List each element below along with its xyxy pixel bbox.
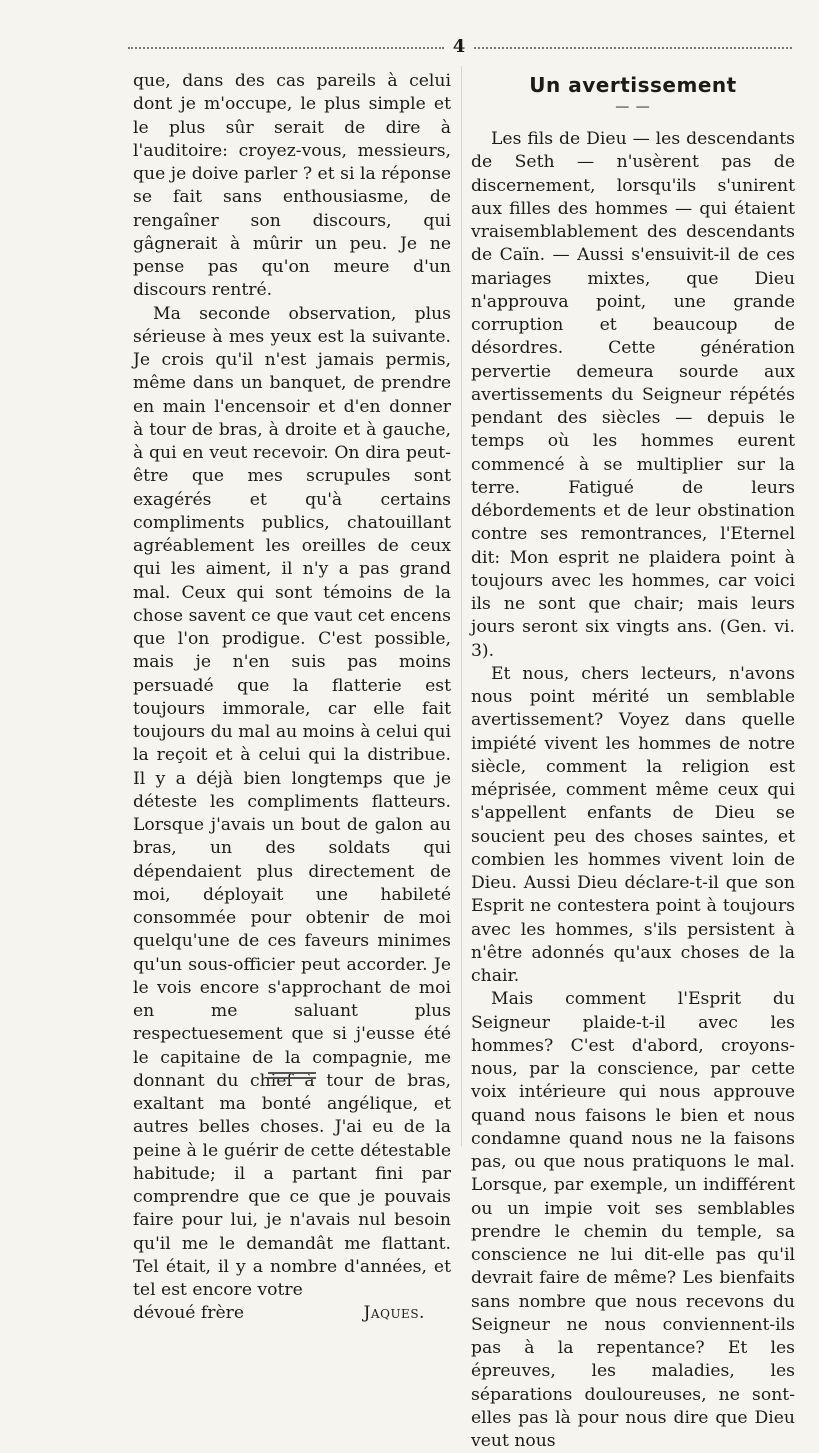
title-dash: — — — [615, 99, 651, 115]
column-separator — [461, 66, 462, 1146]
signature-author: Jaques. — [363, 1303, 425, 1324]
right-column — [471, 70, 795, 1453]
page-header — [128, 38, 792, 58]
left-paragraph-2: Ma seconde observation, plus sérieuse à mes yeux est la suivante. Je crois qu'il n'est jamais permis, même dans un banquet, de prendre en main l'encensoir et d'en donner à tour de bras, à droite et à gauche, à qui en veut recevoir. On dira peut-être que mes scrupules sont exagérés et qu'à certains compliments publics, chatouillant agréablement les oreilles de ceux qui les aiment, il n'y a pas grand mal. Ceux qui sont témoins de la chose savent ce que vaut cet encens que l'on prodigue. C'est possible, mais je n'en suis pas moins persuadé que la flatterie est toujours immorale, car elle fait toujours du mal au moins à celui qui la reçoit et à celui qui la distribue. Il y a déjà bien longtemps que je déteste les compliments flatteurs. Lorsque j'avais un bout de galon au bras, un des soldats qui dépendaient plus directement de moi, déployait une habileté consommée pour obtenir de moi quelqu'une de ces faveurs minimes qu'un sous-officier peut accorder. Je le vois encore s'approchant de moi en me saluant plus respectuesement que si j'eusse été le capitaine de la compagnie, me donnant du chief à tour de bras, exaltant ma bonté angélique, et autres belles choses. J'ai eu de la peine à le guérir de cette détestable habitude; il a partant fini par comprendre que ce que je pouvais faire pour lui, je n'avais nul besoin qu'il me le demandât me flattant. Tel était, il y a nombre d'années, et tel est encore votre — [133, 303, 451, 1300]
section-divider — [268, 1072, 316, 1082]
signature-prefix: dévoué frère — [133, 1303, 245, 1324]
signature-line — [133, 1302, 451, 1325]
header-rule-right — [474, 47, 792, 49]
right-paragraph-1: Les fils de Dieu — les descendants de Seth — n'usèrent pas de discernement, lorsqu'ils s'unirent aux filles des hommes — qui étaient vraisemblablement des descendants de Caïn. — Aussi s'ensuivit-il de ces mariages mixtes, que Dieu n'approuva point, une grande corruption et beaucoup de désordres. Cette génération pervertie demeura sourde aux avertissements du Seigneur répétés pendant des siècles — depuis le temps où les hommes eurent commencé à se multiplier sur la terre. Fatigué de leurs débordements et de leur obstination contre ses remontrances, l'Eternel dit: Mon esprit ne plaidera point à toujours avec les hommes, car voici ils ne sont que chair; mais leurs jours seront six vingts ans. (Gen. vi. 3). — [471, 129, 795, 661]
header-rule-left — [128, 47, 444, 49]
left-column — [133, 70, 451, 1326]
page-number: 4 — [452, 36, 466, 57]
right-paragraph-3: Mais comment l'Esprit du Seigneur plaide-t-il avec les hommes? C'est d'abord, croyons-nous, par la conscience, par cette voix intérieure qui nous approuve quand nous faisons le bien et nous condamne quand nous ne la faisons pas, ou que nous pratiquons le mal. Lorsque, par exemple, un indifférent ou un impie voit ses semblables prendre le chemin du temple, sa conscience ne lui dit-elle pas qu'il devrait faire de même? Les bienfaits sans nombre que nous recevons du Seigneur ne nous conviennent-ils pas à la repentance? Et les épreuves, les maladies, les séparations douloureuses, ne sont-elles pas là pour nous dire que Dieu veut nous — [471, 989, 795, 1451]
left-paragraph-1: que, dans des cas pareils à celui dont je m'occupe, le plus simple et le plus sûr serait de dire à l'auditoire: croyez-vous, messieurs, que je doive parler ? et si la réponse se fait sans enthousiasme, de rengaîner son discours, qui gâgnerait à mûrir un peu. Je ne pense pas qu'on meure d'un discours rentré. — [133, 71, 451, 301]
article-title: Un avertissement — [529, 73, 737, 97]
right-paragraph-2: Et nous, chers lecteurs, n'avons nous point mérité un semblable avertissement? Voyez dans quelle impiété vivent les hommes de notre siècle, comment la religion est méprisée, comment même ceux qui s'appellent enfants de Dieu se soucient peu des choses saintes, et combien les hommes vivent loin de Dieu. Aussi Dieu déclare-t-il que son Esprit ne contestera point à toujours avec les hommes, s'ils persistent à n'être adonnés qu'aux choses de la chair. — [471, 663, 795, 986]
